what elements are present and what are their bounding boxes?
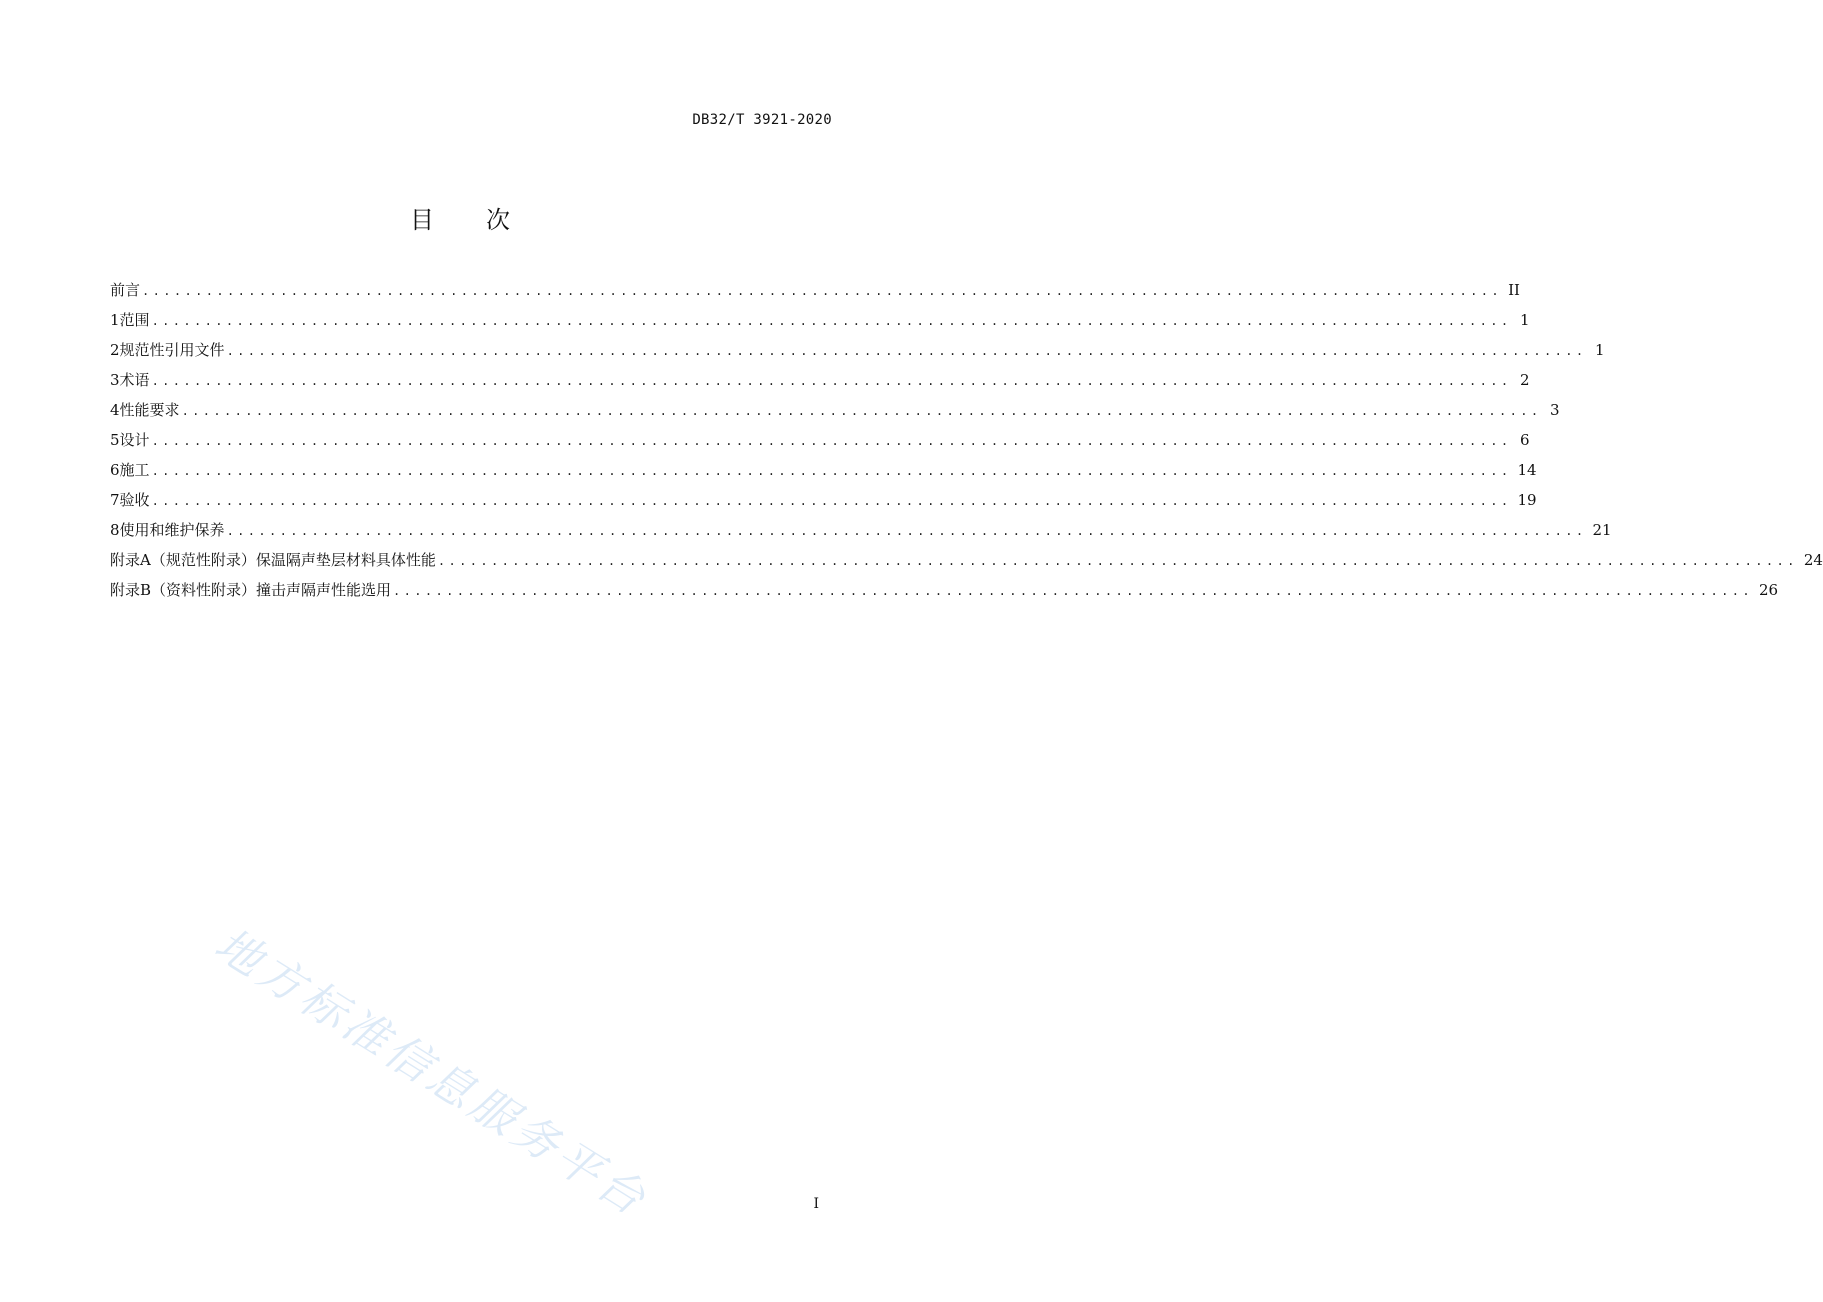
toc-leader-dots: ................................................................................................................................ [151, 464, 1512, 478]
toc-entry-2[interactable] [110, 339, 1605, 369]
document-code: DB32/T 3921-2020 [692, 112, 832, 128]
toc-entry-number: 5 [110, 431, 120, 449]
toc-entry-number: 2 [110, 341, 120, 359]
title-char-2: 次 [486, 206, 510, 234]
toc-leader-dots: ................................................................................................................................ [151, 374, 1512, 388]
toc-leader-dots: ................................................................................................................................ [151, 434, 1512, 448]
toc-entry-page: 24 [1803, 551, 1823, 569]
toc-entry-label: 设计 [119, 431, 150, 449]
toc-entry-4[interactable] [110, 399, 1560, 429]
toc-entry-3[interactable] [110, 369, 1530, 399]
watermark: 地方标准信息服务平台 [205, 917, 658, 1228]
toc-entry-label: 验收 [119, 491, 150, 509]
toc-entry-number: 4 [110, 401, 120, 419]
toc-leader-dots: ................................................................................................................................ [226, 344, 1587, 358]
toc-entry-6[interactable] [110, 459, 1537, 489]
page-title [0, 200, 920, 235]
toc-leader-dots: ................................................................................................................................ [393, 584, 1753, 598]
toc-entry-appendix-b[interactable] [110, 579, 1779, 609]
toc-entry-page: 6 [1519, 431, 1530, 449]
page-number: I [813, 1196, 819, 1212]
toc-entry-page: 1 [1594, 341, 1605, 359]
toc-entry-page: 3 [1549, 401, 1560, 419]
toc-entry-label: 规范性引用文件 [119, 341, 225, 359]
toc-entry-label: 范围 [119, 311, 150, 329]
toc-appendix-prefix: 附录A（规范性附录） [110, 551, 256, 569]
toc-entry-label: 施工 [119, 461, 150, 479]
toc-entry-label: 使用和维护保养 [119, 521, 225, 539]
title-char-1: 目 [410, 206, 434, 234]
toc-entry-label: 前言 [110, 281, 141, 299]
toc-entry-number: 7 [110, 491, 120, 509]
toc-leader-dots: ................................................................................................................................ [151, 314, 1512, 328]
toc-entry-page: 26 [1759, 581, 1779, 599]
toc-leader-dots: ................................................................................................................................ [142, 284, 1502, 298]
toc-leader-dots: ................................................................................................................................ [151, 494, 1512, 508]
toc-leader-dots: ................................................................................................................................ [437, 554, 1798, 568]
toc-entry-label: 撞击声隔声性能选用 [256, 581, 392, 599]
toc-entry-page: II [1508, 281, 1520, 299]
toc-entry-number: 8 [110, 521, 120, 539]
toc-entry-number: 1 [110, 311, 120, 329]
toc-entry-page: 1 [1519, 311, 1530, 329]
toc-entry-page: 19 [1517, 491, 1537, 509]
table-of-contents [110, 279, 1823, 609]
toc-entry-5[interactable] [110, 429, 1530, 459]
toc-entry-8[interactable] [110, 519, 1612, 549]
toc-entry-7[interactable] [110, 489, 1537, 519]
toc-entry-page: 14 [1517, 461, 1537, 479]
toc-entry-label: 性能要求 [119, 401, 180, 419]
toc-entry-appendix-a[interactable] [110, 549, 1823, 579]
toc-entry-label: 保温隔声垫层材料具体性能 [255, 551, 436, 569]
toc-appendix-prefix: 附录B（资料性附录） [110, 581, 257, 599]
toc-entry-1[interactable] [110, 309, 1530, 339]
toc-leader-dots: ................................................................................................................................ [181, 404, 1542, 418]
toc-entry-foreword[interactable] [110, 279, 1520, 309]
toc-entry-page: 2 [1519, 371, 1530, 389]
toc-leader-dots: ................................................................................................................................ [226, 524, 1587, 538]
toc-entry-label: 术语 [119, 371, 150, 389]
toc-entry-page: 21 [1592, 521, 1612, 539]
toc-entry-number: 3 [110, 371, 120, 389]
toc-entry-number: 6 [110, 461, 120, 479]
